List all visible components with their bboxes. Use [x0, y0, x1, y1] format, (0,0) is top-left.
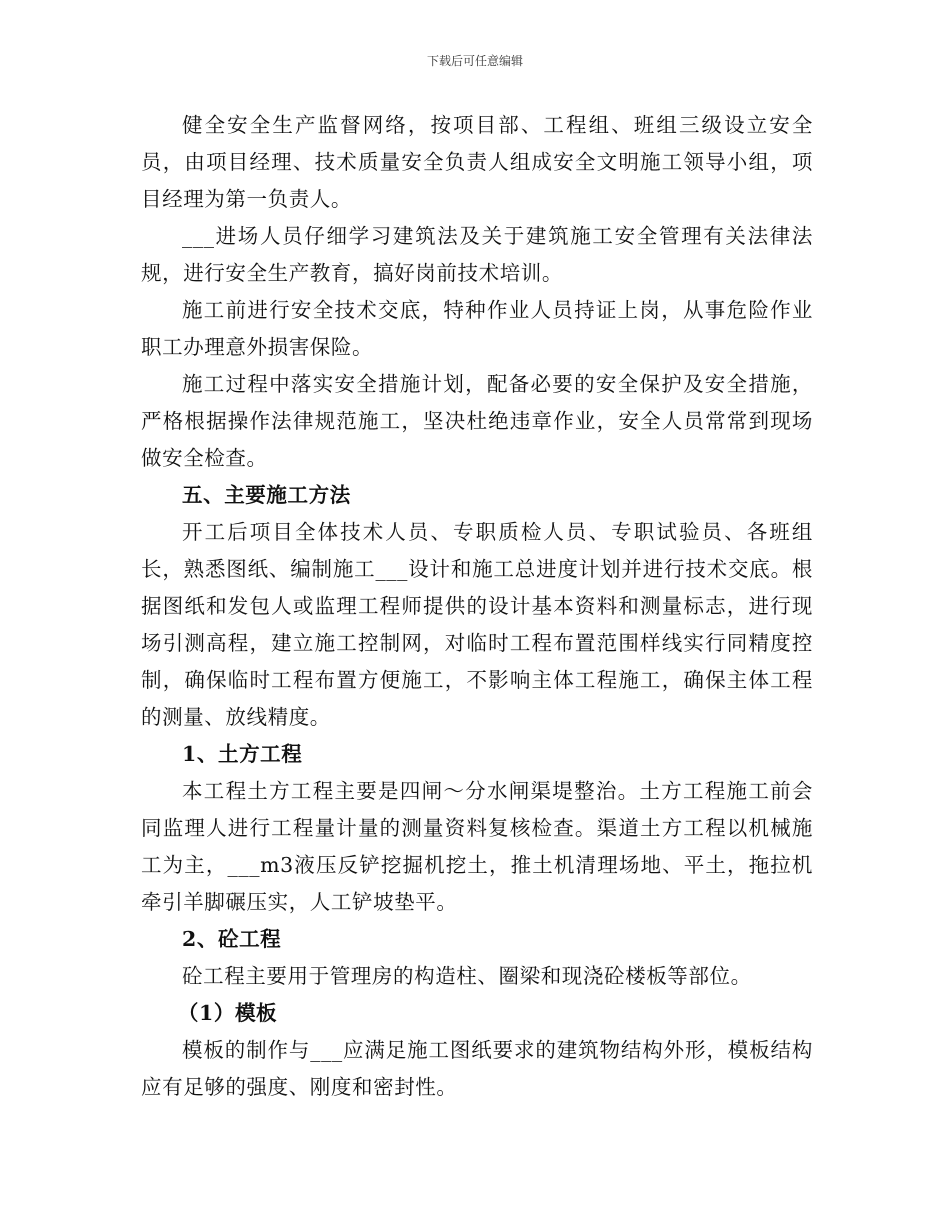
page-header-note: 下载后可任意编辑 [426, 54, 523, 68]
paragraph-safety-measures: 施工过程中落实安全措施计划，配备必要的安全保护及安全措施，严格根据操作法律规范施工，坚决杜绝违章作业，安全人员常常到现场做安全检查。 [141, 372, 813, 470]
paragraph-law-training: ___进场人员仔细学习建筑法及关于建筑施工安全管理有关法律法规，进行安全生产教育，搞好岗前技术培训。 [141, 224, 813, 285]
paragraph-formwork: 模板的制作与___应满足施工图纸要求的建筑物结构外形，模板结构应有足够的强度、刚度和密封性。 [141, 1038, 813, 1099]
paragraph-construction-preparation: 开工后项目全体技术人员、专职质检人员、专职试验员、各班组长，熟悉图纸、编制施工___设计和施工总进度计划并进行技术交底。根据图纸和发包人或监理工程师提供的设计基本资料和测量标志，进行现场引测高程，建立施工控制网，对临时工程布置范围样线实行同精度控制，确保临时工程布置方便施工，不影响主体工程施工，确保主体工程的测量、放线精度。 [141, 520, 813, 729]
paragraph-safety-network: 健全安全生产监督网络，按项目部、工程组、班组三级设立安全员，由项目经理、技术质量安全负责人组成安全文明施工领导小组，项目经理为第一负责人。 [141, 113, 813, 211]
document-body [141, 107, 813, 1106]
paragraph-concrete: 砼工程主要用于管理房的构造柱、圈梁和现浇砼楼板等部位。 [182, 964, 752, 988]
subsection-heading-concrete: 2、砼工程 [182, 927, 282, 951]
subsection-heading-formwork: （1）模板 [177, 1001, 278, 1025]
paragraph-safety-briefing: 施工前进行安全技术交底，特种作业人员持证上岗，从事危险作业职工办理意外损害保险。 [141, 298, 813, 359]
paragraph-earthwork: 本工程土方工程主要是四闸～分水闸渠堤整治。土方工程施工前会同监理人进行工程量计量的测量资料复核检查。渠道土方工程以机械施工为主，___m3液压反铲挖掘机挖土，推土机清理场地、平土，拖拉机牵引羊脚碾压实，人工铲坡垫平。 [141, 779, 813, 914]
section-heading-construction-methods: 五、主要施工方法 [182, 483, 351, 507]
subsection-heading-earthwork: 1、土方工程 [182, 742, 303, 766]
